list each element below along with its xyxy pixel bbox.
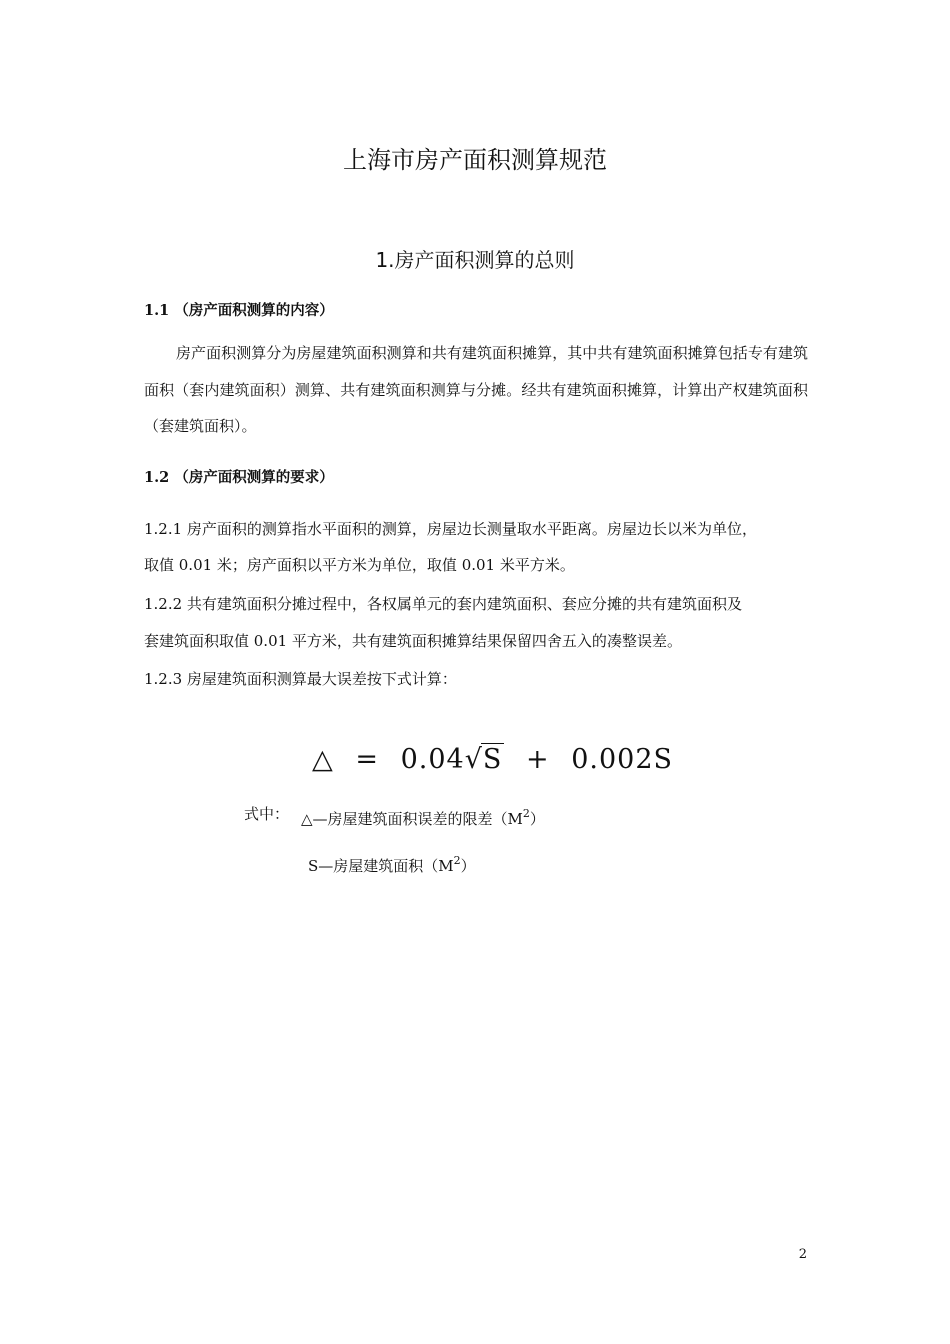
legend-delta-exponent: 2 xyxy=(522,807,530,820)
subsection-1-1-heading: 1.1 （房产面积测算的内容） xyxy=(144,302,334,319)
formula-plus: + xyxy=(526,744,550,775)
item-1-2-3: 1.2.3 房屋建筑面积测算最大误差按下式计算： xyxy=(144,670,457,688)
square-root xyxy=(465,740,505,780)
formula-radicand: S xyxy=(482,744,503,775)
legend-delta-text: △—房屋建筑面积误差的限差（M xyxy=(301,810,523,828)
formula-delta: △ xyxy=(312,744,334,775)
legend-s-definition xyxy=(308,850,476,877)
item-1-2-1-line2: 取值 0.01 米；房产面积以平方米为单位，取值 0.01 米平方米。 xyxy=(144,556,575,574)
radical-sign: √ xyxy=(464,744,483,775)
subsection-1-1-paragraph: 房产面积测算分为房屋建筑面积测算和共有建筑面积摊算，其中共有建筑面积摊算包括专有建筑面积（套内建筑面积）测算、共有建筑面积测算与分摊。经共有建筑面积摊算，计算出产权建筑面积（套建筑面积）。 xyxy=(144,344,808,435)
legend-delta-definition xyxy=(301,803,545,830)
section-heading: 1.房产面积测算的总则 xyxy=(375,248,575,272)
formula-coefficient: 0.04 xyxy=(400,744,465,775)
formula-term2: 0.002S xyxy=(571,744,674,775)
item-1-2-1-line1: 1.2.1 房产面积的测算指水平面积的测算，房屋边长测量取水平距离。房屋边长以米为单位， xyxy=(144,520,757,538)
legend-s-text: S—房屋建筑面积（M xyxy=(308,857,454,875)
document-title: 上海市房产面积测算规范 xyxy=(343,146,607,174)
error-formula xyxy=(312,740,673,780)
item-1-2-2-line2: 套建筑面积取值 0.01 平方米，共有建筑面积摊算结果保留四舍五入的凑整误差。 xyxy=(144,632,682,650)
legend-s-close: ） xyxy=(460,857,476,875)
formula-equals: = xyxy=(355,744,379,775)
legend-intro: 式中： xyxy=(244,805,290,823)
legend-s-exponent: 2 xyxy=(453,854,461,867)
subsection-1-2-heading: 1.2 （房产面积测算的要求） xyxy=(144,469,334,486)
legend-delta-close: ） xyxy=(529,810,545,828)
item-1-2-2-line1: 1.2.2 共有建筑面积分摊过程中，各权属单元的套内建筑面积、套应分摊的共有建筑面积及 xyxy=(144,595,742,613)
page-number: 2 xyxy=(798,1247,807,1262)
